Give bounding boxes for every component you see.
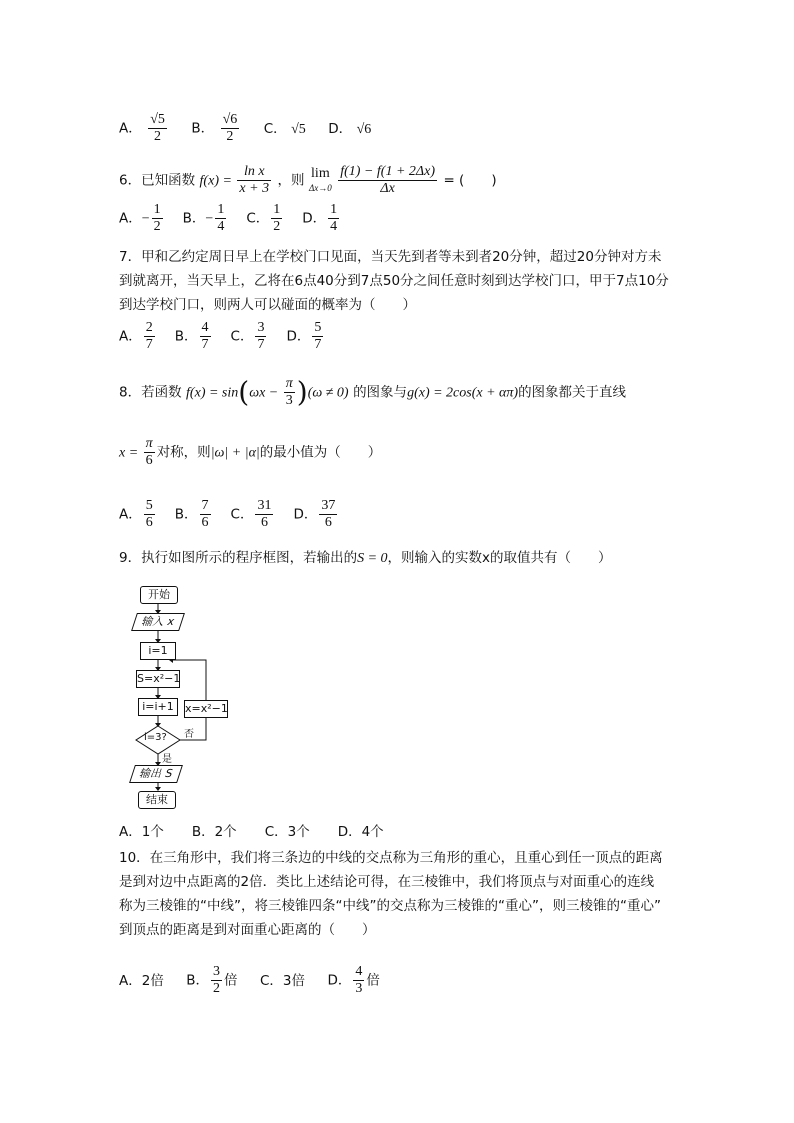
fraction <box>144 498 155 531</box>
numerator: f(1) − f(1 + 2Δx) <box>340 164 435 179</box>
option-label: B． <box>174 328 198 345</box>
option-label: C． <box>230 506 254 523</box>
q6-stem <box>119 164 497 197</box>
q10-option-a: A．2倍 <box>119 972 164 989</box>
numerator: 31 <box>257 498 272 513</box>
q10-option-b <box>186 964 237 997</box>
q7-option-a <box>119 320 157 353</box>
q8-option-c <box>231 498 276 531</box>
denominator: 3 <box>285 393 293 408</box>
option-label: D． <box>327 972 352 989</box>
numerator: √6 <box>222 112 238 127</box>
question-number: 6． <box>119 172 142 189</box>
fraction <box>211 964 222 997</box>
q6-function-fraction <box>237 164 271 197</box>
denominator: 7 <box>314 337 322 352</box>
option-label: A． <box>119 120 142 137</box>
flowchart-yes-label: 是 <box>162 754 172 765</box>
q8-line-1 <box>119 376 626 409</box>
numerator: 5 <box>314 320 322 335</box>
option-label: B． <box>182 210 206 227</box>
fraction <box>200 320 211 353</box>
q6-option-d <box>302 202 341 235</box>
flowchart-assign-s: S=x²−1 <box>136 670 180 688</box>
flowchart-condition: i=3? <box>144 732 167 743</box>
q10-line-3: 称为三棱锥的“中线”，将三棱锥四条“中线”的交点称为三棱锥的“重心”，则三棱锥的“重心” <box>119 898 661 914</box>
q8-f-expression: f(x) = sin <box>186 385 239 401</box>
flowchart-no-label: 否 <box>184 729 194 740</box>
left-paren: ( <box>238 375 250 409</box>
flowchart-start: 开始 <box>140 586 178 604</box>
q6-option-a <box>119 202 165 235</box>
q9-options <box>119 822 412 842</box>
fraction <box>328 202 339 235</box>
flowchart-update-x: x=x²−1 <box>184 700 228 718</box>
option-label: C． <box>230 328 254 345</box>
q8-pi-over-3 <box>284 376 295 409</box>
option-label: A． <box>119 506 142 523</box>
denominator: 6 <box>324 515 332 530</box>
option-unit: 倍 <box>366 972 380 989</box>
q8-g-expression: g(x) = 2cos(x + απ) <box>407 385 519 401</box>
q6-text-mid: ，则 <box>277 172 305 189</box>
q6-function: f(x) = <box>199 173 236 189</box>
numerator: 1 <box>273 202 281 217</box>
option-label: B． <box>186 972 210 989</box>
q10-option-c: C．3倍 <box>260 972 306 989</box>
denominator: 2 <box>273 219 281 234</box>
q6-text-pre: 已知函数 <box>141 172 196 189</box>
flowchart-output: 输出 S <box>129 765 183 783</box>
option-label: C． <box>246 210 270 227</box>
q8-option-a <box>119 498 157 531</box>
denominator: 6 <box>260 515 268 530</box>
q8-options <box>119 498 357 531</box>
fraction <box>353 964 364 997</box>
fraction <box>319 498 337 531</box>
numerator: 1 <box>153 202 161 217</box>
q10-line-1: 10．在三角形中，我们将三条边的中线的交点称为三角形的重心，且重心到任一顶点的距离 <box>119 850 663 866</box>
q5-option-d <box>328 119 371 140</box>
flowchart-input: 输入 x <box>131 613 185 631</box>
denominator: 6 <box>201 515 209 530</box>
q8-prefix: 8．若函数 <box>119 384 182 401</box>
denominator: 2 <box>154 129 162 144</box>
limit-subscript: Δx→0 <box>309 182 332 193</box>
q5-options <box>119 112 389 145</box>
q6-options <box>119 202 359 235</box>
fraction <box>152 202 163 235</box>
q8-pi-over-6 <box>144 436 155 469</box>
right-paren: ) <box>296 375 308 409</box>
fraction <box>255 498 273 531</box>
option-value: √5 <box>291 121 306 137</box>
q9-text-pre: 9．执行如图所示的程序框图，若输出的 <box>119 550 358 566</box>
q6-text-end: = ( ) <box>443 172 497 189</box>
q5-option-b <box>191 112 241 145</box>
q8-option-b <box>175 498 213 531</box>
flowchart-init-i: i=1 <box>140 642 176 660</box>
flowchart-end: 结束 <box>138 791 176 809</box>
q8-condition: (ω ≠ 0) <box>307 385 349 401</box>
q10-line-4: 到顶点的距离是到对面重心距离的（ ） <box>119 922 376 938</box>
numerator: 1 <box>217 202 225 217</box>
numerator: ln x <box>237 164 271 181</box>
denominator: x + 3 <box>239 181 270 196</box>
denominator: 7 <box>201 337 209 352</box>
numerator: 1 <box>330 202 338 217</box>
q8-x-eq: x = <box>119 445 142 461</box>
option-unit: 倍 <box>224 972 238 989</box>
q9-flowchart <box>118 580 238 812</box>
numerator: 3 <box>213 964 221 979</box>
denominator: 6 <box>145 515 153 530</box>
denominator: 2 <box>153 219 161 234</box>
denominator: 2 <box>226 129 234 144</box>
q7-option-c <box>231 320 269 353</box>
q8-option-d <box>293 498 339 531</box>
q10-options <box>119 964 398 997</box>
numerator: 5 <box>145 498 153 513</box>
q9-option-a: A．1个 <box>119 824 164 840</box>
option-label: D． <box>302 210 327 227</box>
option-label: B． <box>174 506 198 523</box>
q8-abs-expression: |ω| + |α| <box>210 445 260 461</box>
q9-option-d: D．4个 <box>337 824 384 840</box>
q6-option-c <box>246 202 284 235</box>
q7-line-3: 到达学校门口，则两人可以碰面的概率为（ ） <box>119 297 416 313</box>
q8-line-2 <box>119 436 381 469</box>
flowchart-increment-i: i=i+1 <box>138 698 178 716</box>
numerator: 4 <box>355 964 363 979</box>
denominator: 4 <box>217 219 225 234</box>
numerator: 3 <box>257 320 265 335</box>
q7-options <box>119 320 343 353</box>
option-label: D． <box>328 120 353 137</box>
denominator: Δx <box>380 181 395 196</box>
fraction <box>312 320 323 353</box>
q6-option-b <box>183 202 229 235</box>
fraction <box>255 320 266 353</box>
option-value: √6 <box>356 121 372 137</box>
q5-option-c <box>264 119 306 140</box>
q8-line2-end: 的最小值为（ ） <box>259 444 382 461</box>
option-label: A． <box>119 210 142 227</box>
q9-option-c: C．3个 <box>264 824 310 840</box>
denominator: 4 <box>330 219 338 234</box>
q8-tail: 的图象都关于直线 <box>518 384 627 401</box>
q7-line-1: 7．甲和乙约定周日早上在学校门口见面，当天先到者等未到者20分钟，超过20分钟对方未 <box>119 249 662 265</box>
numerator: 2 <box>145 320 153 335</box>
option-label: C． <box>263 120 287 137</box>
fraction <box>200 498 211 531</box>
numerator: π <box>285 376 293 391</box>
q8-f-inner: ωx − <box>249 385 282 401</box>
numerator: 37 <box>321 498 336 513</box>
q9-s-equation: S = 0 <box>357 551 388 566</box>
fraction <box>144 320 155 353</box>
q9-option-b: B．2个 <box>191 824 237 840</box>
fraction <box>271 202 282 235</box>
fraction <box>148 112 167 145</box>
limit-operator: lim <box>311 165 330 181</box>
option-label: D． <box>286 328 311 345</box>
option-sign: − <box>205 211 214 227</box>
q10-option-d <box>327 964 379 997</box>
q9-text-post: ，则输入的实数x的取值共有（ ） <box>387 550 612 566</box>
q8-line2-rest: 对称，则 <box>156 444 211 461</box>
numerator: √5 <box>150 112 165 127</box>
q7-option-b <box>175 320 213 353</box>
fraction <box>221 112 240 145</box>
denominator: 2 <box>213 981 221 996</box>
q7-option-d <box>286 320 325 353</box>
q5-option-a <box>119 112 169 145</box>
denominator: 6 <box>145 453 153 468</box>
q8-mid: 的图象与 <box>353 384 408 401</box>
q6-limit-fraction <box>338 164 437 197</box>
option-sign: − <box>141 211 150 227</box>
numerator: 4 <box>201 320 209 335</box>
q7-line-2: 到就离开，当天早上，乙将在6点40分到7点50分之间任意时刻到达学校门口，甲于7点10分 <box>119 273 669 289</box>
denominator: 7 <box>145 337 153 352</box>
q6-limit <box>309 167 332 195</box>
denominator: 7 <box>257 337 265 352</box>
denominator: 3 <box>355 981 363 996</box>
option-label: B． <box>191 120 215 137</box>
numerator: π <box>145 436 153 451</box>
option-label: D． <box>293 506 318 523</box>
q9-stem <box>119 548 612 569</box>
q10-line-2: 是到对边中点距离的2倍．类比上述结论可得，在三棱锥中，我们将顶点与对面重心的连线 <box>119 874 655 890</box>
numerator: 7 <box>201 498 209 513</box>
fraction <box>215 202 226 235</box>
option-label: A． <box>119 328 142 345</box>
